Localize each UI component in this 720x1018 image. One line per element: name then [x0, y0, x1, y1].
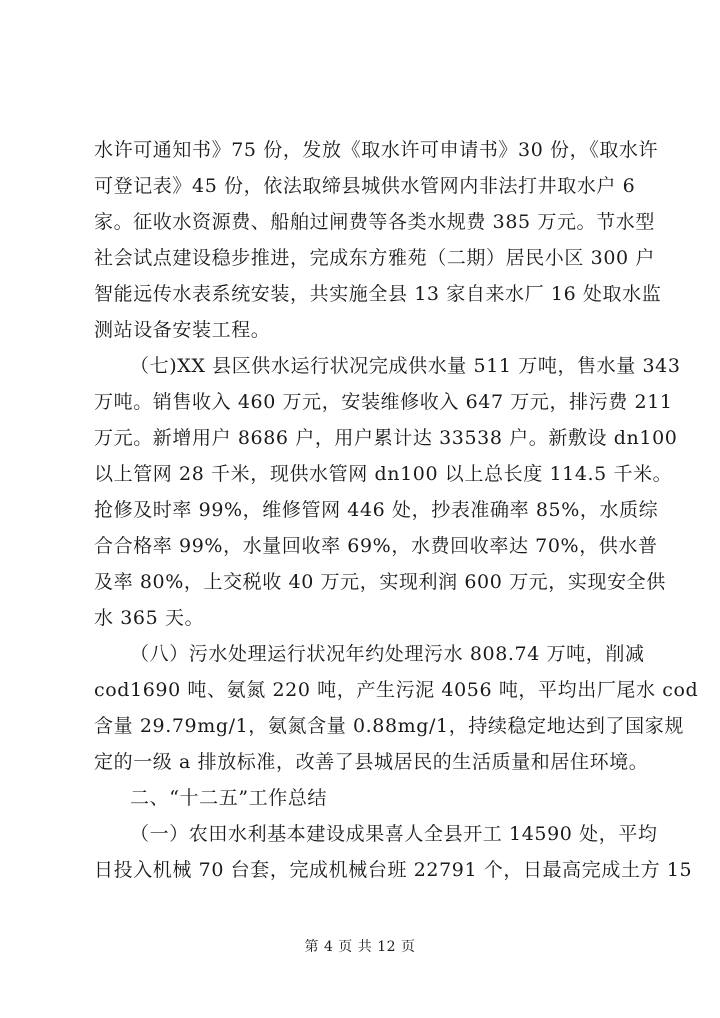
text-line: 以上管网 28 千米，现供水管网 dn100 以上总长度 114.5 千米。 [94, 463, 673, 485]
section-heading: 二、“十二五”工作总结 [130, 787, 328, 809]
text-line: 日投入机械 70 台套，完成机械台班 22791 个，日最高完成土方 15 [94, 859, 693, 881]
text-line: 水许可通知书》75 份，发放《取水许可申请书》30 份，《取水许 [94, 139, 659, 161]
text-line: 抢修及时率 99%，维修管网 446 处，抄表准确率 85%，水质综 [94, 499, 659, 521]
text-line: 及率 80%，上交税收 40 万元，实现利润 600 万元，实现安全供 [94, 571, 666, 593]
text-line: 合合格率 99%，水量回收率 69%，水费回收率达 70%，供水普 [94, 535, 658, 557]
text-line: 社会试点建设稳步推进，完成东方雅苑（二期）居民小区 300 户 [94, 247, 655, 269]
text-line: 测站设备安装工程。 [94, 319, 271, 341]
text-line: 智能远传水表系统安装，共实施全县 13 家自来水厂 16 处取水监 [94, 283, 662, 305]
text-line: 万吨。销售收入 460 万元，安装维修收入 647 万元，排污费 211 [94, 391, 673, 413]
text-line: cod1690 吨、氨氮 220 吨，产生污泥 4056 吨，平均出厂尾水 cod [94, 679, 699, 701]
text-line: （八）污水处理运行状况年约处理污水 808.74 万吨，削减 [130, 643, 645, 665]
text-line: 可登记表》45 份，依法取缔县城供水管网内非法打井取水户 6 [94, 175, 636, 197]
text-line: （七)XX 县区供水运行状况完成供水量 511 万吨，售水量 343 [130, 355, 681, 377]
text-line: （一）农田水利基本建设成果喜人全县开工 14590 处，平均 [130, 823, 658, 845]
page-number-footer: 第 4 页 共 12 页 [304, 939, 416, 955]
text-line: 家。征收水资源费、船舶过闸费等各类水规费 385 万元。节水型 [94, 211, 655, 233]
text-line: 定的一级 a 排放标准，改善了县城居民的生活质量和居住环境。 [94, 751, 649, 773]
text-line: 水 365 天。 [94, 607, 205, 629]
text-line: 含量 29.79mg/1，氨氮含量 0.88mg/1，持续稳定地达到了国家规 [94, 715, 684, 737]
text-line: 万元。新增用户 8686 户，用户累计达 33538 户。新敷设 dn100 [94, 427, 678, 449]
